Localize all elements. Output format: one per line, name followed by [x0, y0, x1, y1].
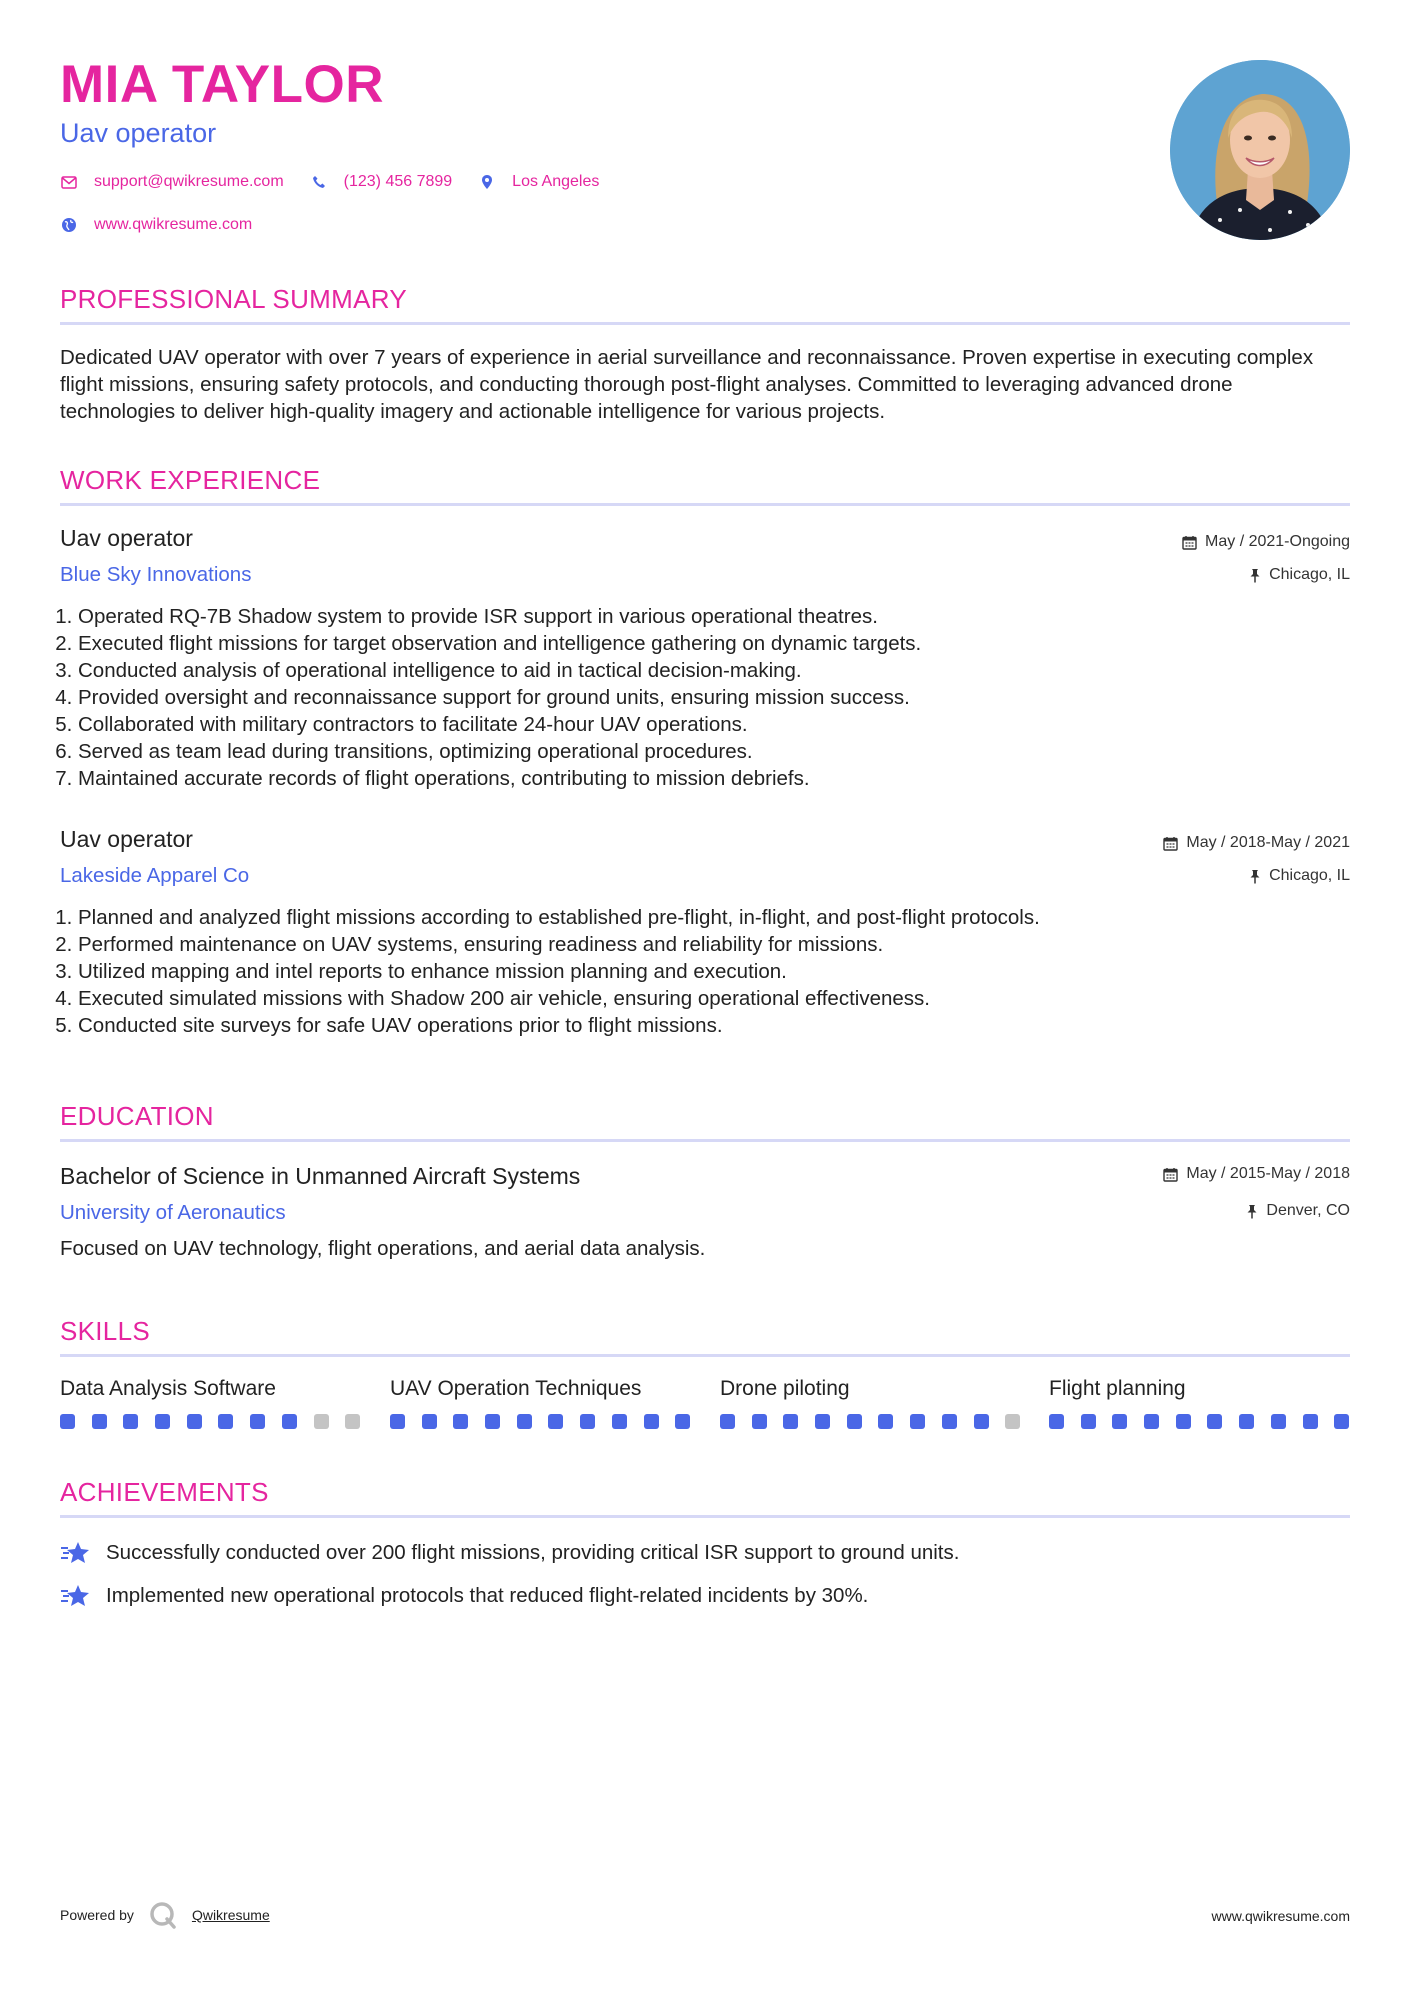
education-description: Focused on UAV technology, flight operations, and aerial data analysis.	[60, 1237, 706, 1260]
achievement-item	[60, 1583, 868, 1609]
qwikresume-logo-icon	[148, 1900, 178, 1930]
contact-email[interactable]	[60, 173, 284, 191]
rating-dot-filled	[60, 1414, 75, 1429]
rating-dot-filled	[1334, 1414, 1349, 1429]
rating-dot-filled	[847, 1414, 862, 1429]
contact-phone[interactable]	[310, 173, 453, 191]
skill-rating	[720, 1414, 1037, 1429]
skill-label: Drone piloting	[720, 1377, 850, 1400]
skill-label: Data Analysis Software	[60, 1377, 276, 1400]
skills-divider	[60, 1354, 1350, 1357]
rating-dot-filled	[752, 1414, 767, 1429]
duty-item: 5. Collaborated with military contractors to facilitate 24-hour UAV operations.	[78, 711, 1348, 738]
experience-heading: WORK EXPERIENCE	[60, 465, 321, 495]
job-location	[1249, 868, 1350, 884]
achievement-text: Successfully conducted over 200 flight missions, providing critical ISR support to ground units.	[106, 1541, 960, 1564]
pushpin-icon	[1249, 869, 1261, 884]
rating-dot-empty	[314, 1414, 329, 1429]
education-dates	[1163, 1166, 1350, 1182]
job-duties-list	[60, 603, 1348, 792]
rating-dot-filled	[1144, 1414, 1159, 1429]
contact-location	[478, 173, 599, 191]
rating-dot-filled	[390, 1414, 405, 1429]
rating-dot-filled	[1112, 1414, 1127, 1429]
rating-dot-filled	[485, 1414, 500, 1429]
skills-heading: SKILLS	[60, 1316, 150, 1346]
skill-item	[1049, 1378, 1349, 1399]
experience-divider	[60, 503, 1350, 506]
rating-dot-filled	[720, 1414, 735, 1429]
rating-dot-filled	[517, 1414, 532, 1429]
achievements-divider	[60, 1515, 1350, 1518]
contact-row	[60, 173, 611, 191]
skill-label: UAV Operation Techniques	[390, 1377, 642, 1400]
rating-dot-empty	[1005, 1414, 1020, 1429]
skill-rating	[1049, 1414, 1366, 1429]
rating-dot-filled	[580, 1414, 595, 1429]
rating-dot-filled	[92, 1414, 107, 1429]
duty-item: 4. Provided oversight and reconnaissance support for ground units, ensuring mission success.	[78, 684, 1348, 711]
job-location-text: Chicago, IL	[1269, 566, 1350, 583]
footer-website[interactable]: www.qwikresume.com	[1211, 1908, 1350, 1924]
skill-item	[60, 1378, 360, 1399]
job-dates	[1163, 835, 1350, 851]
resume-page	[60, 0, 1350, 1990]
duty-item: 4. Executed simulated missions with Shadow 200 air vehicle, ensuring operational effectiveness.	[78, 985, 1348, 1012]
rating-dot-filled	[1049, 1414, 1064, 1429]
rating-dot-filled	[675, 1414, 690, 1429]
skill-item	[720, 1378, 1020, 1399]
calendar-icon	[1163, 836, 1178, 851]
calendar-icon	[1163, 1167, 1178, 1182]
summary-divider	[60, 322, 1350, 325]
pushpin-icon	[1246, 1204, 1258, 1219]
rating-dot-filled	[155, 1414, 170, 1429]
star-icon	[60, 1540, 92, 1566]
rating-dot-filled	[1176, 1414, 1191, 1429]
duty-item: 7. Maintained accurate records of flight operations, contributing to mission debriefs.	[78, 765, 1348, 792]
globe-icon	[60, 216, 78, 234]
job-location-text: Chicago, IL	[1269, 867, 1350, 884]
rating-dot-filled	[453, 1414, 468, 1429]
rating-dot-filled	[250, 1414, 265, 1429]
job-company: Lakeside Apparel Co	[60, 864, 250, 887]
skill-label: Flight planning	[1049, 1377, 1186, 1400]
rating-dot-filled	[644, 1414, 659, 1429]
rating-dot-filled	[1303, 1414, 1318, 1429]
duty-item: 6. Served as team lead during transitions, optimizing operational procedures.	[78, 738, 1348, 765]
phone-icon	[310, 173, 328, 191]
rating-dot-filled	[422, 1414, 437, 1429]
rating-dot-filled	[1081, 1414, 1096, 1429]
duty-item: 3. Utilized mapping and intel reports to enhance mission planning and execution.	[78, 958, 1348, 985]
brand-link[interactable]: Qwikresume	[191, 1907, 270, 1923]
candidate-role: Uav operator	[60, 118, 217, 148]
school-name: University of Aeronautics	[60, 1201, 286, 1224]
profile-photo	[1170, 60, 1350, 240]
education-dates-text: May / 2015-May / 2018	[1186, 1165, 1350, 1182]
duty-item: 5. Conducted site surveys for safe UAV operations prior to flight missions.	[78, 1012, 1348, 1039]
degree-title: Bachelor of Science in Unmanned Aircraft Systems	[60, 1163, 581, 1189]
candidate-name: MIA TAYLOR	[60, 55, 384, 114]
skill-rating	[390, 1414, 707, 1429]
email-text[interactable]: support@qwikresume.com	[94, 173, 284, 190]
achievement-text: Implemented new operational protocols that reduced flight-related incidents by 30%.	[106, 1584, 869, 1607]
job-dates-text: May / 2018-May / 2021	[1186, 834, 1350, 851]
rating-dot-filled	[942, 1414, 957, 1429]
website-text[interactable]: www.qwikresume.com	[94, 216, 253, 233]
education-heading: EDUCATION	[60, 1101, 214, 1131]
calendar-icon	[1182, 535, 1197, 550]
contact-website[interactable]	[60, 216, 252, 234]
rating-dot-empty	[345, 1414, 360, 1429]
duty-item: 3. Conducted analysis of operational intelligence to aid in tactical decision-making.	[78, 657, 1348, 684]
rating-dot-filled	[123, 1414, 138, 1429]
achievement-item	[60, 1540, 959, 1566]
skill-item	[390, 1378, 690, 1399]
phone-text[interactable]: (123) 456 7899	[343, 173, 453, 190]
job-dates-text: May / 2021-Ongoing	[1205, 533, 1350, 550]
rating-dot-filled	[815, 1414, 830, 1429]
duty-item: 2. Executed flight missions for target observation and intelligence gathering on dynamic targets.	[78, 630, 1348, 657]
job-location	[1249, 567, 1350, 583]
summary-heading: PROFESSIONAL SUMMARY	[60, 284, 407, 314]
rating-dot-filled	[910, 1414, 925, 1429]
rating-dot-filled	[783, 1414, 798, 1429]
job-duties-list	[60, 904, 1348, 1039]
rating-dot-filled	[548, 1414, 563, 1429]
achievements-heading: ACHIEVEMENTS	[60, 1477, 269, 1507]
rating-dot-filled	[218, 1414, 233, 1429]
duty-item: 1. Operated RQ-7B Shadow system to provide ISR support in various operational theatres.	[78, 603, 1348, 630]
education-location	[1246, 1203, 1350, 1219]
duty-item: 2. Performed maintenance on UAV systems, ensuring readiness and reliability for missions.	[78, 931, 1348, 958]
rating-dot-filled	[878, 1414, 893, 1429]
rating-dot-filled	[282, 1414, 297, 1429]
job-title: Uav operator	[60, 826, 193, 852]
location-text: Los Angeles	[512, 173, 600, 190]
rating-dot-filled	[1239, 1414, 1254, 1429]
education-divider	[60, 1139, 1350, 1142]
map-pin-icon	[478, 173, 496, 191]
rating-dot-filled	[187, 1414, 202, 1429]
job-company: Blue Sky Innovations	[60, 563, 252, 586]
job-dates	[1182, 534, 1350, 550]
rating-dot-filled	[1271, 1414, 1286, 1429]
duty-item: 1. Planned and analyzed flight missions according to established pre-flight, in-flight, and post-flight protocols.	[78, 904, 1348, 931]
rating-dot-filled	[974, 1414, 989, 1429]
rating-dot-filled	[1207, 1414, 1222, 1429]
star-icon	[60, 1583, 92, 1609]
job-title: Uav operator	[60, 525, 193, 551]
summary-text: Dedicated UAV operator with over 7 years of experience in aerial surveillance and reconnaissance. Proven expertise in executing complex flight missions, ensuring safety protocols, and conducting thorough post-flight analyses. Committed to leveraging advanced drone technologies to deliver high-quality imagery and actionable intelligence for various projects.	[60, 346, 1314, 423]
skill-rating	[60, 1414, 377, 1429]
envelope-icon	[60, 173, 78, 191]
footer-powered-by	[60, 1900, 270, 1930]
powered-by-text: Powered by	[60, 1907, 134, 1923]
pushpin-icon	[1249, 568, 1261, 583]
education-location-text: Denver, CO	[1266, 1202, 1350, 1219]
rating-dot-filled	[612, 1414, 627, 1429]
website-row	[60, 216, 264, 234]
